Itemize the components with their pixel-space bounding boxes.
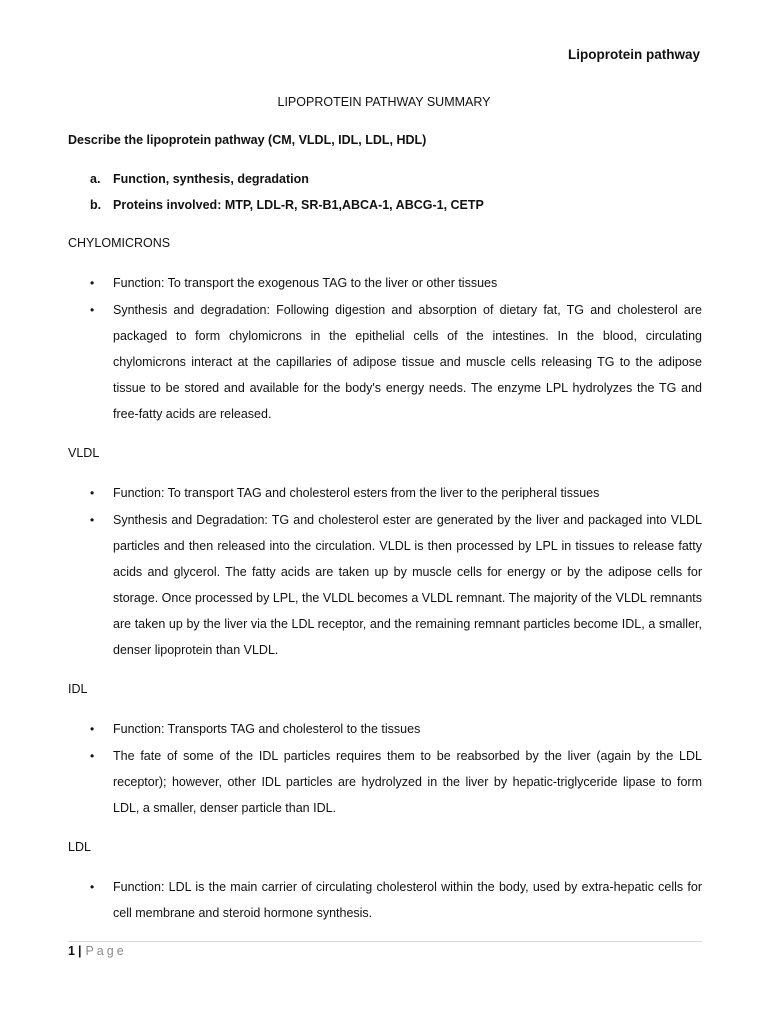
bullet-icon: • [90, 749, 95, 763]
sub-item-a [90, 172, 309, 186]
sub-item-text: Function, synthesis, degradation [113, 172, 309, 186]
sub-item-b [90, 198, 484, 212]
bullet-text: Function: Transports TAG and cholesterol to the tissues [113, 722, 421, 736]
bullet-item [90, 507, 702, 663]
question-heading: Describe the lipoprotein pathway (CM, VLDL, IDL, LDL, HDL) [68, 133, 427, 147]
bullet-text: The fate of some of the IDL particles requires them to be reabsorbed by the liver (again by the LDL receptor); however, other IDL particles are hydrolyzed in the liver by hepatic-triglyceride lipase to form LDL, a smaller, denser particle than IDL. [113, 749, 702, 815]
sub-item-letter: b. [90, 198, 102, 212]
document-title: LIPOPROTEIN PATHWAY SUMMARY [277, 95, 491, 109]
bullet-text: Synthesis and degradation: Following digestion and absorption of dietary fat, TG and cholesterol are packaged to form chylomicrons in the epithelial cells of the intestines. In the blood, circulating chylomicrons interact at the capillaries of adipose tissue and muscle cells releasing TG to the adipose tissue to be stored and available for the body's energy needs. The enzyme LPL hydrolyzes the TG and free-fatty acids are released. [113, 303, 702, 421]
page-footer [68, 944, 127, 958]
bullet-item [90, 270, 702, 296]
sub-item-text: Proteins involved: MTP, LDL-R, SR-B1,ABCA-1, ABCG-1, CETP [113, 198, 484, 212]
bullet-text: Function: To transport TAG and cholesterol esters from the liver to the peripheral tissues [113, 486, 600, 500]
bullet-icon: • [90, 486, 95, 500]
sub-item-letter: a. [90, 172, 101, 186]
bullet-item [90, 297, 702, 427]
bullet-icon: • [90, 880, 95, 894]
bullet-item [90, 716, 702, 742]
footer-divider [68, 941, 702, 942]
footer-separator: | [77, 944, 82, 958]
bullet-text: Function: To transport the exogenous TAG to the liver or other tissues [113, 276, 498, 290]
bullet-item [90, 874, 702, 926]
section-heading-vldl: VLDL [68, 446, 100, 460]
bullet-text: Function: LDL is the main carrier of circulating cholesterol within the body, used by extra-hepatic cells for cell membrane and steroid hormone synthesis. [113, 880, 702, 920]
bullet-icon: • [90, 276, 95, 290]
section-heading-idl: IDL [68, 682, 88, 696]
bullet-icon: • [90, 303, 95, 317]
page-number: 1 [68, 944, 75, 958]
section-heading-ldl: LDL [68, 840, 91, 854]
bullet-item [90, 743, 702, 821]
bullet-icon: • [90, 722, 95, 736]
bullet-item [90, 480, 702, 506]
bullet-text: Synthesis and Degradation: TG and cholesterol ester are generated by the liver and packaged into VLDL particles and then released into the circulation. VLDL is then processed by LPL in tissues to release fatty acids and glycerol. The fatty acids are taken up by muscle cells for energy or by the adipose cells for storage. Once processed by LPL, the VLDL becomes a VLDL remnant. The majority of the VLDL remnants are taken up by the liver via the LDL receptor, and the remaining remnant particles become IDL, a smaller, denser lipoprotein than VLDL. [113, 513, 702, 657]
running-header: Lipoprotein pathway [567, 47, 700, 62]
footer-page-label: Page [85, 944, 127, 958]
bullet-icon: • [90, 513, 95, 527]
section-heading-chylomicrons: CHYLOMICRONS [68, 236, 171, 250]
